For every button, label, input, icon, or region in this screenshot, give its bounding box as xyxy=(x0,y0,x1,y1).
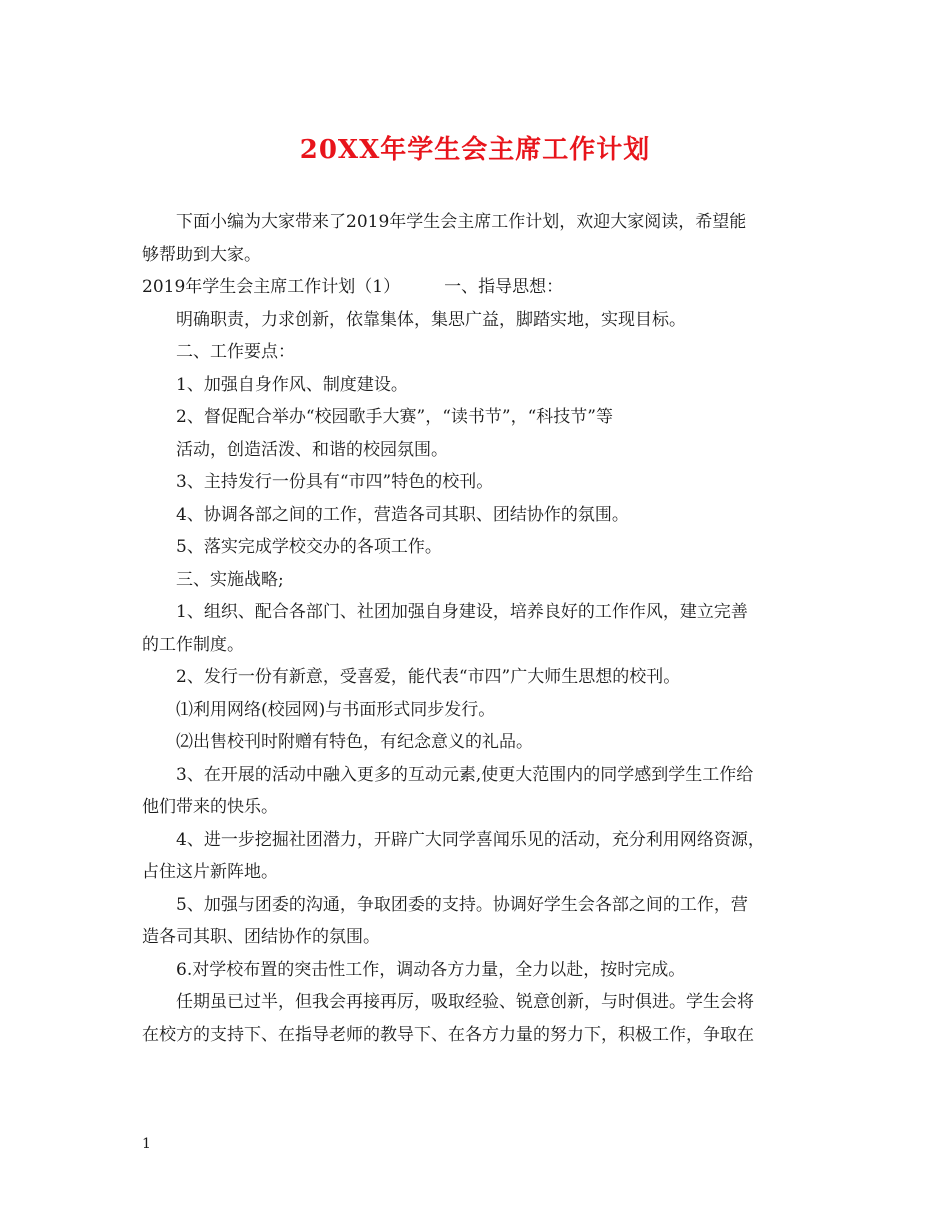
paragraph-intro-line-2: 够帮助到大家。 xyxy=(142,244,261,265)
list-item-strategy-5-line-1: 5、加强与团委的沟通，争取团委的支持。协调好学生会各部之间的工作，营 xyxy=(176,894,748,915)
list-item-work-point-4: 4、协调各部之间的工作，营造各司其职、团结协作的氛围。 xyxy=(176,504,629,525)
list-item-work-point-2-line-1: 2、督促配合举办“校园歌手大赛”，“读书节”，“科技节”等 xyxy=(176,407,613,427)
list-item-strategy-4-line-1: 4、进一步挖掘社团潜力，开辟广大同学喜闻乐见的活动，充分利用网络资源， xyxy=(176,829,765,850)
document-title: 20XX年学生会主席工作计划 xyxy=(299,135,651,165)
paragraph-closing-line-1: 任期虽已过半，但我会再接再厉，吸取经验、锐意创新，与时俱进。学生会将 xyxy=(176,992,754,1012)
page-number: 1 xyxy=(142,1136,151,1152)
list-item-strategy-6: 6.对学校布置的突击性工作，调动各方力量，全力以赴，按时完成。 xyxy=(176,959,686,980)
list-item-strategy-5-line-2: 造各司其职、团结协作的氛围。 xyxy=(142,927,380,947)
section-heading-work-points: 二、工作要点： xyxy=(176,342,295,362)
list-item-strategy-4-line-2: 占住这片新阵地。 xyxy=(142,862,278,882)
list-item-work-point-1: 1、加强自身作风、制度建设。 xyxy=(176,374,408,395)
paragraph-closing-line-2: 在校方的支持下、在指导老师的教导下、在各方力量的努力下，积极工作，争取在 xyxy=(142,1024,754,1045)
list-item-strategy-3-line-2: 他们带来的快乐。 xyxy=(142,797,278,817)
list-item-work-point-3: 3、主持发行一份具有“市四”特色的校刊。 xyxy=(176,472,494,492)
list-item-strategy-2-sub-1: ⑴利用网络(校园网)与书面形式同步发行。 xyxy=(176,699,496,720)
list-item-work-point-5: 5、落实完成学校交办的各项工作。 xyxy=(176,537,442,557)
list-item-strategy-2-sub-2: ⑵出售校刊时附赠有特色，有纪念意义的礼品。 xyxy=(176,732,533,752)
document-body xyxy=(142,206,827,1051)
paragraph-guiding-thought: 明确职责，力求创新，依靠集体，集思广益，脚踏实地，实现目标。 xyxy=(176,309,686,330)
paragraph-intro-line-1: 下面小编为大家带来了2019年学生会主席工作计划，欢迎大家阅读，希望能 xyxy=(176,212,747,232)
list-item-strategy-1-line-1: 1、组织、配合各部门、社团加强自身建设，培养良好的工作作风，建立完善 xyxy=(176,602,748,622)
plan-heading-line xyxy=(142,271,827,304)
section-heading-guiding-thought: 一、指导思想： xyxy=(444,277,564,297)
plan-subtitle: 2019年学生会主席工作计划（1） xyxy=(142,277,401,297)
section-heading-strategy: 三、实施战略; xyxy=(176,569,284,590)
list-item-work-point-2-line-2: 活动，创造活泼、和谐的校园氛围。 xyxy=(176,439,448,460)
list-item-strategy-3-line-1: 3、在开展的活动中融入更多的互动元素,使更大范围内的同学感到学生工作给 xyxy=(176,764,754,785)
list-item-strategy-1-line-2: 的工作制度。 xyxy=(142,634,244,655)
list-item-strategy-2: 2、发行一份有新意，受喜爱，能代表“市四”广大师生思想的校刊。 xyxy=(176,667,681,687)
